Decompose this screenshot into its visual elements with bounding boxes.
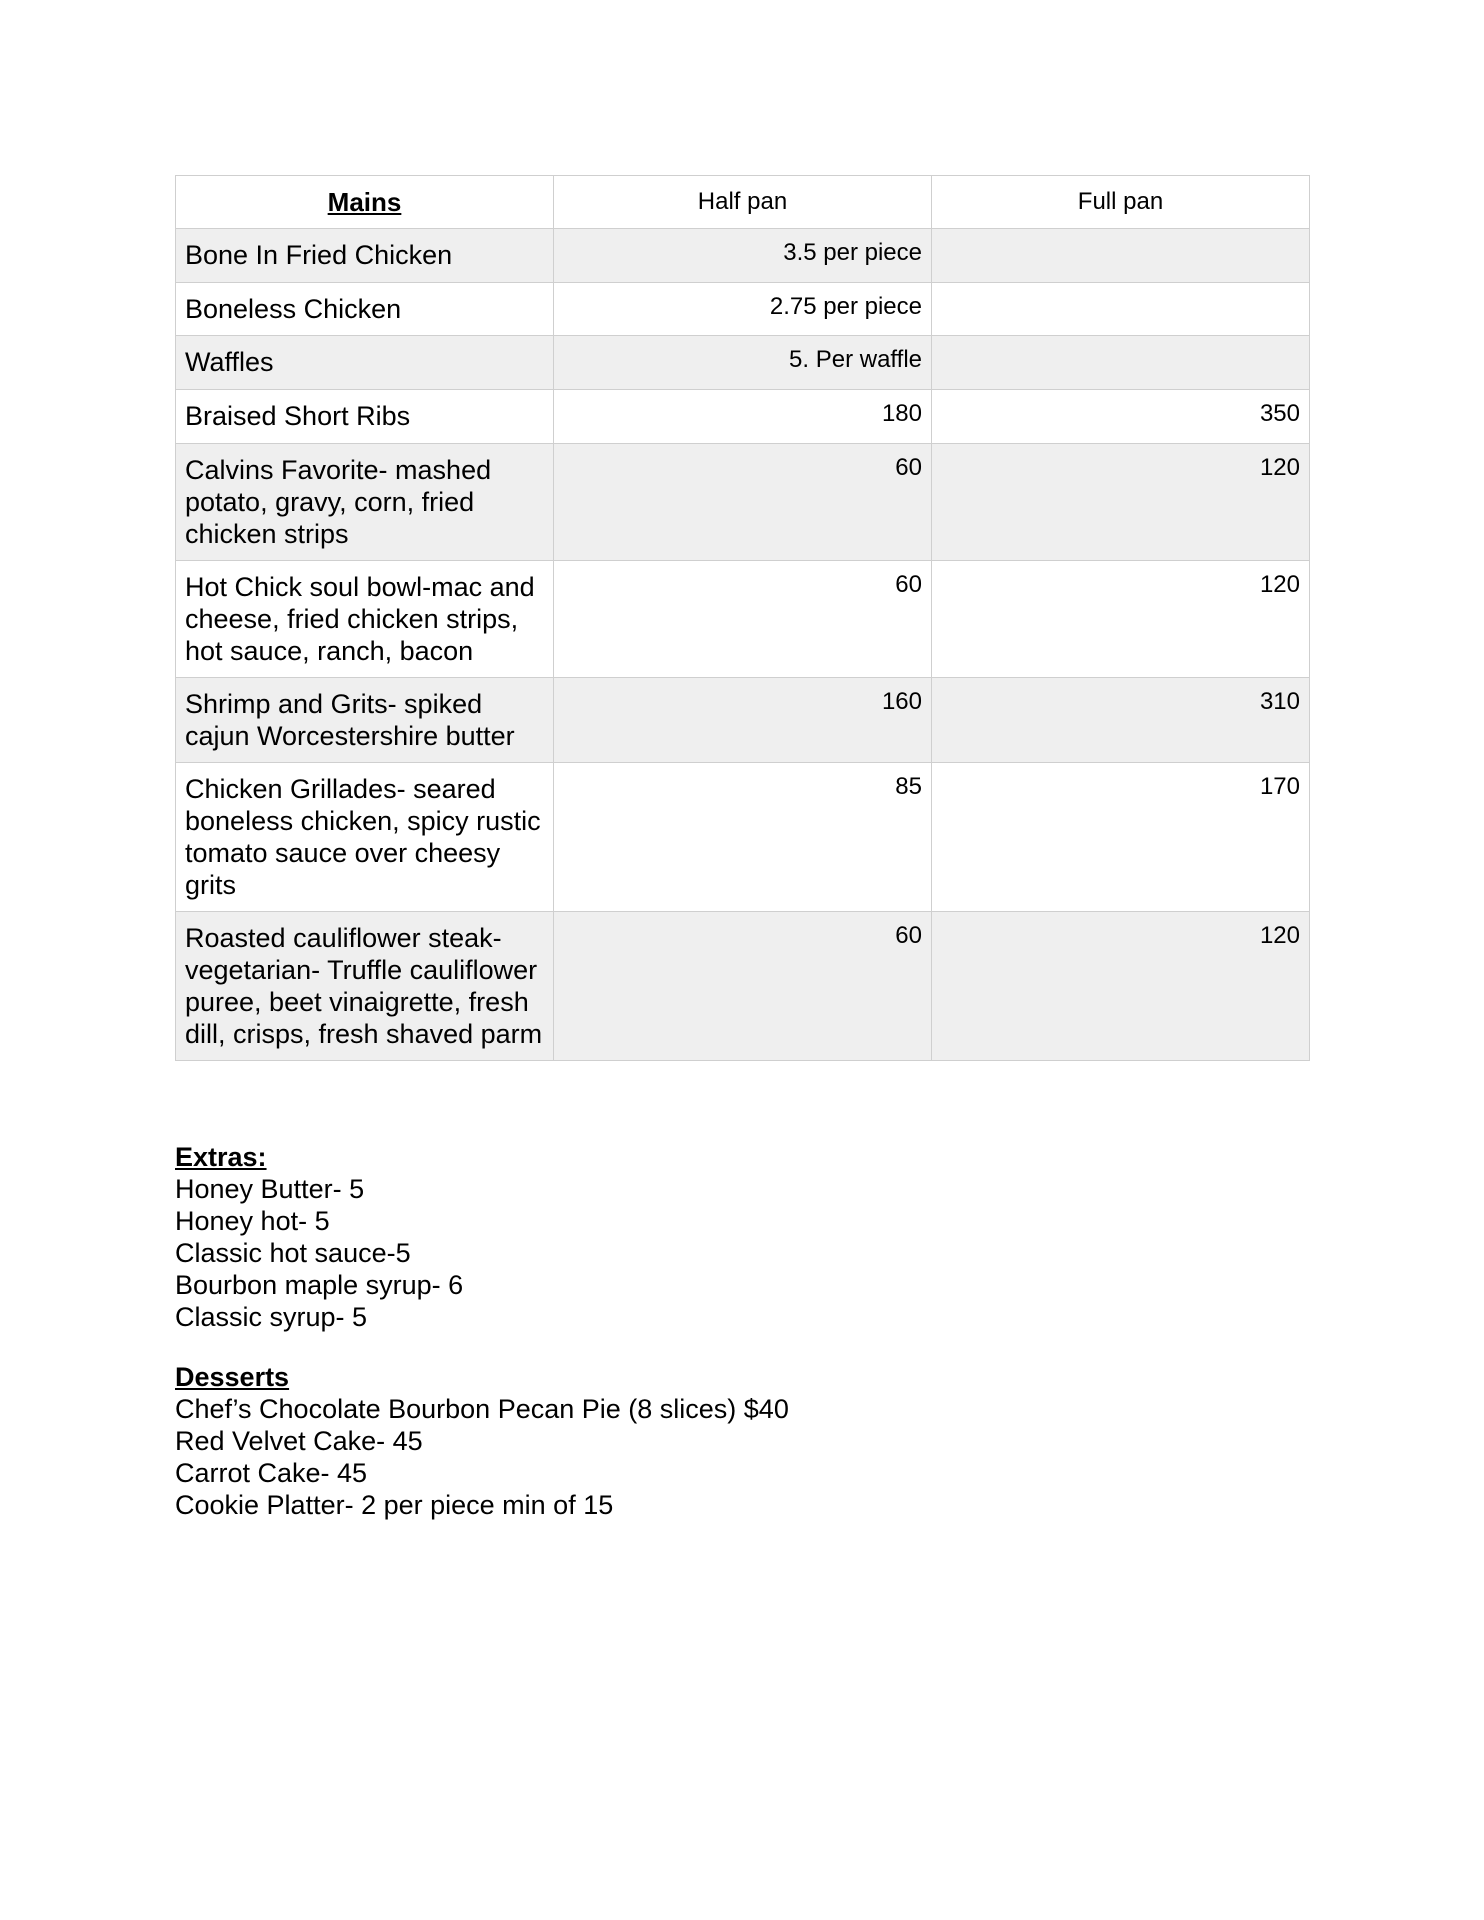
half-pan-price: 160	[554, 678, 932, 763]
mains-header: Mains	[176, 176, 554, 229]
table-row	[176, 763, 1310, 912]
extras-item: Bourbon maple syrup- 6	[175, 1270, 464, 1300]
half-pan-price: 85	[554, 763, 932, 912]
extras-item: Honey hot- 5	[175, 1206, 330, 1236]
desserts-section	[175, 1361, 789, 1521]
menu-item-name: Braised Short Ribs	[176, 390, 554, 444]
full-pan-price: 120	[932, 912, 1310, 1061]
full-pan-price: 120	[932, 561, 1310, 678]
full-pan-price	[932, 336, 1310, 390]
mains-table	[175, 175, 1310, 1061]
menu-item-name: Waffles	[176, 336, 554, 390]
half-pan-price: 60	[554, 444, 932, 561]
half-pan-price: 180	[554, 390, 932, 444]
full-pan-header: Full pan	[932, 176, 1310, 229]
dessert-item: Carrot Cake- 45	[175, 1458, 368, 1488]
table-row	[176, 561, 1310, 678]
full-pan-price: 170	[932, 763, 1310, 912]
extras-section	[175, 1141, 463, 1333]
extras-item: Classic hot sauce-5	[175, 1238, 411, 1268]
menu-item-name: Calvins Favorite- mashed potato, gravy, corn, fried chicken strips	[176, 444, 554, 561]
half-pan-header: Half pan	[554, 176, 932, 229]
table-row	[176, 390, 1310, 444]
half-pan-price: 2.75 per piece	[554, 283, 932, 336]
table-row	[176, 229, 1310, 283]
menu-item-name: Shrimp and Grits- spiked cajun Worcestershire butter	[176, 678, 554, 763]
table-row	[176, 444, 1310, 561]
dessert-item: Cookie Platter- 2 per piece min of 15	[175, 1490, 614, 1520]
extras-item: Honey Butter- 5	[175, 1174, 365, 1204]
extras-title: Extras:	[175, 1142, 267, 1172]
half-pan-price: 3.5 per piece	[554, 229, 932, 283]
half-pan-price: 60	[554, 561, 932, 678]
table-row	[176, 336, 1310, 390]
half-pan-price: 5. Per waffle	[554, 336, 932, 390]
full-pan-price: 350	[932, 390, 1310, 444]
table-row	[176, 283, 1310, 336]
full-pan-price	[932, 229, 1310, 283]
table-row	[176, 678, 1310, 763]
full-pan-price: 120	[932, 444, 1310, 561]
desserts-title: Desserts	[175, 1362, 290, 1392]
half-pan-price: 60	[554, 912, 932, 1061]
full-pan-price: 310	[932, 678, 1310, 763]
dessert-item: Chef’s Chocolate Bourbon Pecan Pie (8 slices) $40	[175, 1394, 789, 1424]
extras-item: Classic syrup- 5	[175, 1302, 368, 1332]
dessert-item: Red Velvet Cake- 45	[175, 1426, 423, 1456]
table-header-row	[176, 176, 1310, 229]
menu-item-name: Bone In Fried Chicken	[176, 229, 554, 283]
table-row	[176, 912, 1310, 1061]
menu-item-name: Boneless Chicken	[176, 283, 554, 336]
menu-item-name: Hot Chick soul bowl-mac and cheese, fried chicken strips, hot sauce, ranch, bacon	[176, 561, 554, 678]
menu-item-name: Chicken Grillades- seared boneless chicken, spicy rustic tomato sauce over cheesy grits	[176, 763, 554, 912]
menu-item-name: Roasted cauliflower steak- vegetarian- Truffle cauliflower puree, beet vinaigrette, fresh dill, crisps, fresh shaved parm	[176, 912, 554, 1061]
full-pan-price	[932, 283, 1310, 336]
